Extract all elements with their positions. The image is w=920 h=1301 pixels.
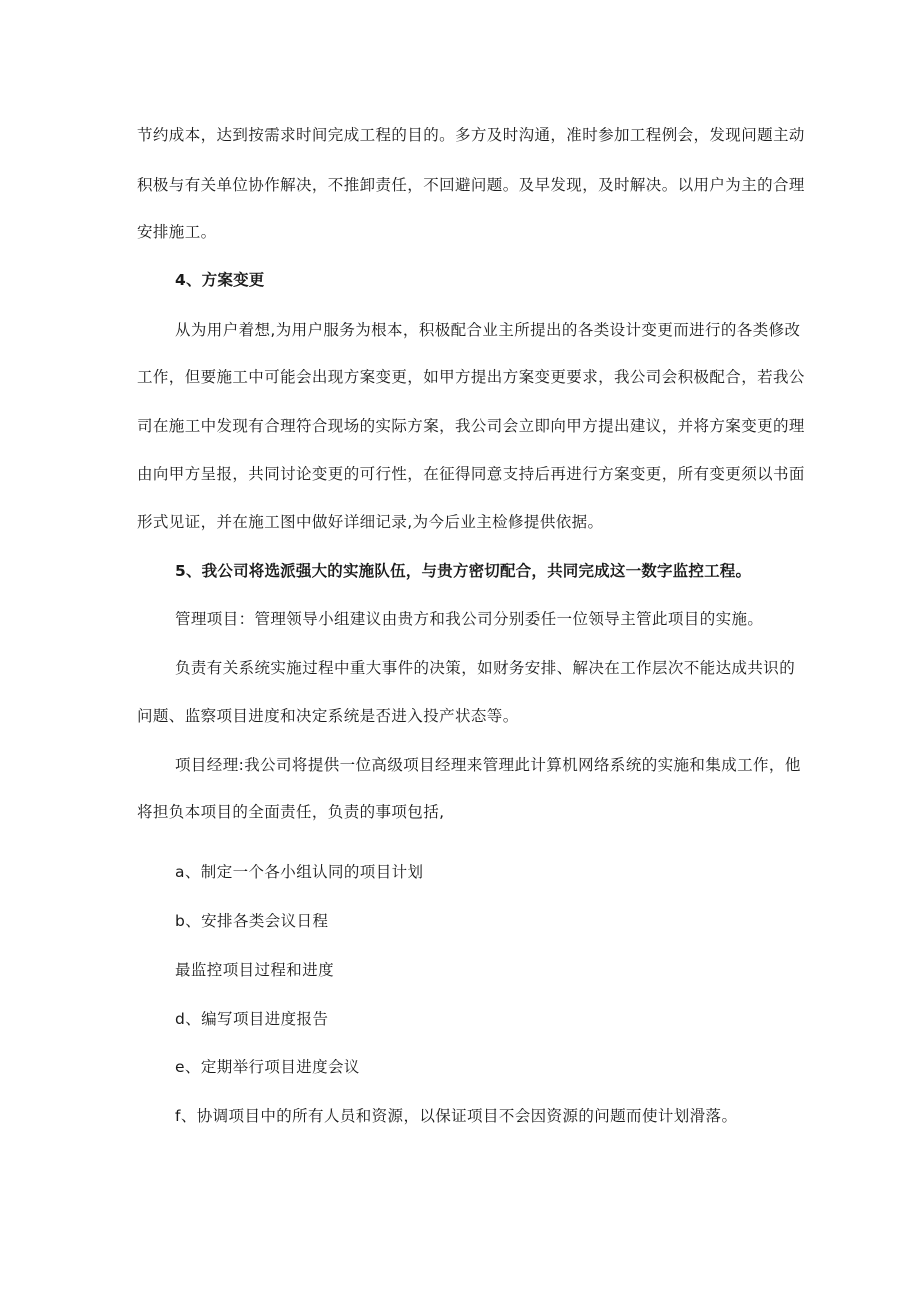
section-heading-4: 4、方案变更 bbox=[175, 271, 265, 289]
list-item: b、安排各类会议日程 bbox=[175, 912, 329, 930]
paragraph-line: 工作，但要施工中可能会出现方案变更，如甲方提出方案变更要求，我公司会积极配合，若我公 bbox=[137, 368, 805, 386]
paragraph-line: 司在施工中发现有合理符合现场的实际方案，我公司会立即向甲方提出建议，并将方案变更的理 bbox=[137, 417, 805, 435]
paragraph-line: 项目经理:我公司将提供一位高级项目经理来管理此计算机网络系统的实施和集成工作，他 bbox=[175, 756, 801, 774]
paragraph-line: 节约成本，达到按需求时间完成工程的目的。多方及时沟通，准时参加工程例会，发现问题主动 bbox=[137, 126, 805, 144]
paragraph-line: 管理项目：管理领导小组建议由贵方和我公司分别委任一位领导主管此项目的实施。 bbox=[175, 610, 764, 628]
list-item: d、编写项目进度报告 bbox=[175, 1010, 329, 1028]
paragraph-line: 形式见证，并在施工图中做好详细记录,为今后业主检修提供依据。 bbox=[137, 513, 604, 531]
paragraph-line: 将担负本项目的全面责任，负责的事项包括, bbox=[137, 803, 445, 821]
paragraph-line: 问题、监察项目进度和决定系统是否进入投产状态等。 bbox=[137, 707, 519, 725]
paragraph-line: 积极与有关单位协作解决，不推卸责任，不回避问题。及早发现，及时解决。以用户为主的合理 bbox=[137, 176, 805, 194]
section-heading-5: 5、我公司将选派强大的实施队伍，与贵方密切配合，共同完成这一数字监控工程。 bbox=[175, 562, 752, 580]
list-item: a、制定一个各小组认同的项目计划 bbox=[175, 863, 424, 881]
list-item: e、定期举行项目进度会议 bbox=[175, 1058, 360, 1076]
paragraph-line: 由向甲方呈报，共同讨论变更的可行性，在征得同意支持后再进行方案变更，所有变更须以书面 bbox=[137, 465, 805, 483]
list-item: 最监控项目过程和进度 bbox=[175, 961, 335, 979]
list-item: f、协调项目中的所有人员和资源，以保证项目不会因资源的问题而使计划滑落。 bbox=[175, 1107, 738, 1125]
paragraph-line: 从为用户着想,为用户服务为根本，积极配合业主所提出的各类设计变更而进行的各类修改 bbox=[175, 321, 801, 339]
paragraph-line: 安排施工。 bbox=[137, 223, 217, 241]
paragraph-line: 负责有关系统实施过程中重大事件的决策，如财务安排、解决在工作层次不能达成共识的 bbox=[175, 659, 796, 677]
